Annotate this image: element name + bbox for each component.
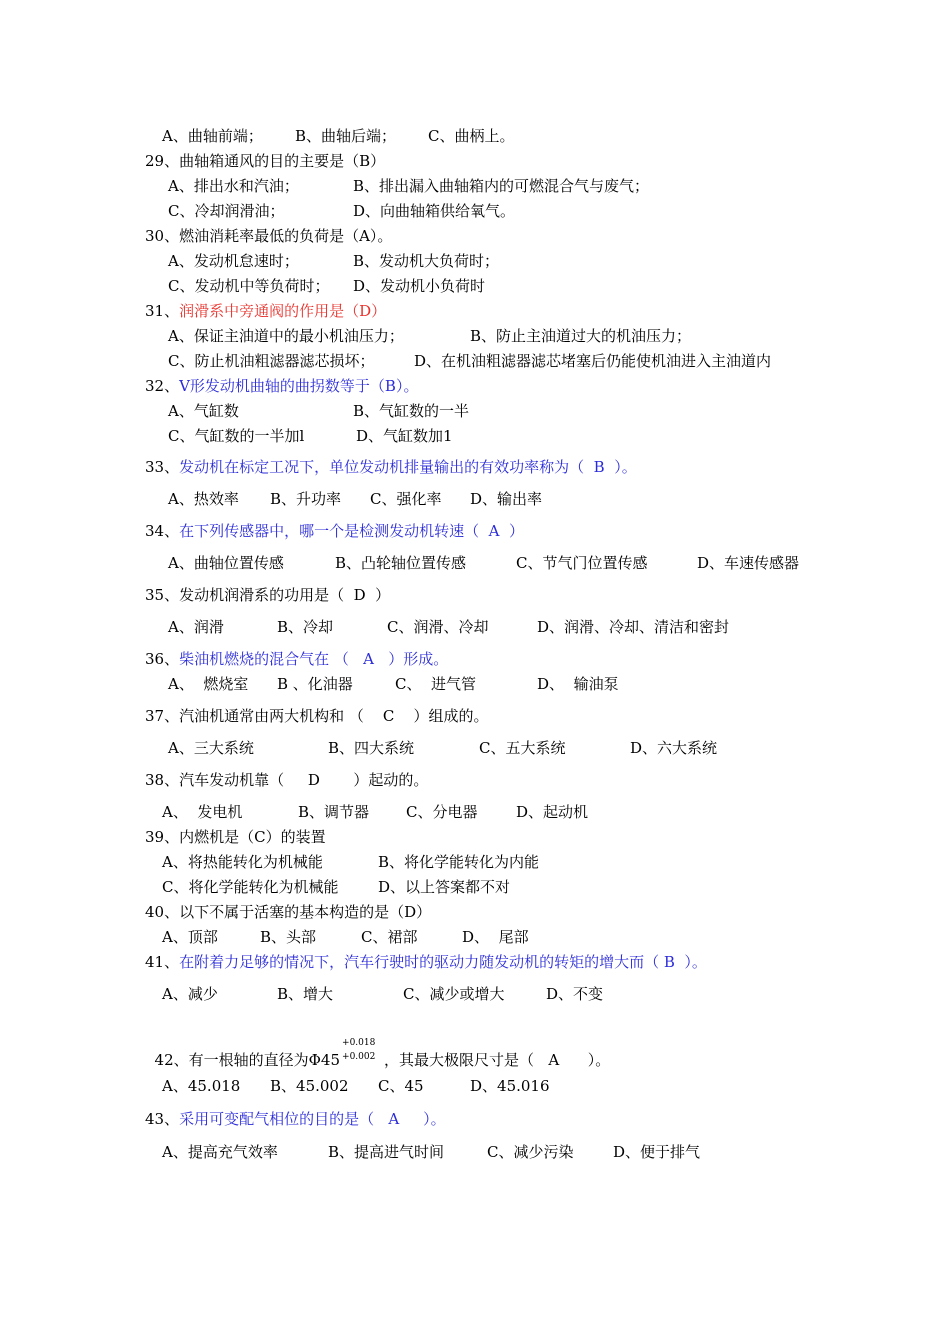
question-number: 31、 bbox=[145, 302, 180, 320]
option-a: A、 发电机 bbox=[162, 803, 243, 821]
option-b: B、调节器 bbox=[298, 803, 370, 821]
question-33 bbox=[145, 457, 637, 477]
option-d: D、起动机 bbox=[516, 803, 589, 821]
option-c: C、气缸数的一半加l bbox=[168, 427, 305, 445]
question-number: 33、 bbox=[145, 458, 180, 476]
option-a: A、气缸数 bbox=[168, 402, 239, 420]
question-41 bbox=[145, 952, 707, 972]
question-stem: 采用可变配气相位的目的是（ A ）。 bbox=[179, 1110, 446, 1128]
option-c: C、五大系统 bbox=[479, 739, 566, 757]
question-number: 36、 bbox=[145, 650, 180, 668]
option-c: C、润滑、冷却 bbox=[387, 618, 489, 636]
question-stem-prefix: 42、有一根轴的直径为Φ45 bbox=[154, 1051, 341, 1069]
question-stem: 在下列传感器中，哪一个是检测发动机转速（ A ） bbox=[179, 522, 525, 540]
question-stem: 润滑系中旁通阀的作用是（D） bbox=[179, 302, 387, 320]
option-c: C、防止机油粗滤器滤芯损坏； bbox=[168, 352, 375, 370]
option-b: B、防止主油道过大的机油压力； bbox=[470, 327, 692, 345]
option-a: A、顶部 bbox=[162, 928, 218, 946]
question-40: 40、以下不属于活塞的基本构造的是（D） bbox=[145, 903, 432, 921]
option-a: A、45.018 bbox=[162, 1077, 241, 1095]
option-a: A、热效率 bbox=[168, 490, 239, 508]
question-stem: 在附着力足够的情况下，汽车行驶时的驱动力随发动机的转矩的增大而（ B ）。 bbox=[179, 953, 707, 971]
question-31 bbox=[145, 301, 386, 321]
option-c: C、节气门位置传感 bbox=[516, 554, 648, 572]
option-a: A、发动机怠速时； bbox=[168, 252, 299, 270]
option-c: C、发动机中等负荷时； bbox=[168, 277, 330, 295]
option-a: A、保证主油道中的最小机油压力； bbox=[168, 327, 404, 345]
option-a: A、润滑 bbox=[168, 618, 224, 636]
option-c: C、分电器 bbox=[406, 803, 478, 821]
question-30: 30、燃油消耗率最低的负荷是（A）。 bbox=[145, 227, 393, 245]
option-b: B、气缸数的一半 bbox=[353, 402, 470, 420]
option-b: B、提高进气时间 bbox=[328, 1143, 445, 1161]
question-stem: 发动机在标定工况下，单位发动机排量输出的有效功率称为（ B ）。 bbox=[179, 458, 637, 476]
option-b: B、将化学能转化为内能 bbox=[378, 853, 540, 871]
option-c: C、减少或增大 bbox=[403, 985, 505, 1003]
question-35: 35、发动机润滑系的功用是（ D ） bbox=[145, 586, 391, 604]
question-34 bbox=[145, 521, 524, 541]
option-b: B、冷却 bbox=[277, 618, 334, 636]
option-d: D、向曲轴箱供给氧气。 bbox=[353, 202, 516, 220]
option-b: B、曲轴后端； bbox=[295, 127, 397, 145]
option-d: D、输出率 bbox=[470, 490, 543, 508]
question-29: 29、曲轴箱通风的目的主要是（B） bbox=[145, 152, 386, 170]
option-b: B、发动机大负荷时； bbox=[353, 252, 500, 270]
question-42 bbox=[145, 1030, 610, 1070]
option-d: D、不变 bbox=[546, 985, 604, 1003]
option-c: C、45 bbox=[378, 1077, 424, 1095]
option-d: D、在机油粗滤器滤芯堵塞后仍能使机油进入主油道内 bbox=[414, 352, 772, 370]
option-c: C、将化学能转化为机械能 bbox=[162, 878, 339, 896]
option-d: D、发动机小负荷时 bbox=[353, 277, 486, 295]
question-36 bbox=[145, 649, 448, 669]
question-stem-suffix: ，其最大极限尺寸是（ A ）。 bbox=[384, 1051, 611, 1069]
option-b: B、排出漏入曲轴箱内的可燃混合气与废气； bbox=[353, 177, 650, 195]
option-d: D、以上答案都不对 bbox=[378, 878, 511, 896]
question-43 bbox=[145, 1109, 446, 1129]
question-39: 39、内燃机是（C）的装置 bbox=[145, 828, 326, 846]
question-38: 38、汽车发动机靠（ D ）起动的。 bbox=[145, 771, 429, 789]
option-b: B、四大系统 bbox=[328, 739, 415, 757]
option-d: D、气缸数加1 bbox=[356, 427, 453, 445]
option-d: D、润滑、冷却、清洁和密封 bbox=[537, 618, 730, 636]
question-stem: V形发动机曲轴的曲拐数等于（B）。 bbox=[179, 377, 419, 395]
lower-tolerance: +0.002 bbox=[342, 1052, 376, 1062]
question-number: 41、 bbox=[145, 953, 180, 971]
option-a: A、减少 bbox=[162, 985, 218, 1003]
option-b: B、头部 bbox=[260, 928, 317, 946]
option-d: D、 输油泵 bbox=[537, 675, 619, 693]
option-d: D、车速传感器 bbox=[697, 554, 800, 572]
option-c: C、裙部 bbox=[361, 928, 418, 946]
option-a: A、曲轴前端； bbox=[162, 127, 263, 145]
option-b: B、凸轮轴位置传感 bbox=[335, 554, 467, 572]
option-d: D、45.016 bbox=[470, 1077, 550, 1095]
option-a: A、将热能转化为机械能 bbox=[162, 853, 323, 871]
question-number: 34、 bbox=[145, 522, 180, 540]
question-stem: 柴油机燃烧的混合气在 （ A ）形成。 bbox=[179, 650, 449, 668]
option-a: A、排出水和汽油； bbox=[168, 177, 299, 195]
option-d: D、 尾部 bbox=[462, 928, 529, 946]
option-c: C、减少污染 bbox=[487, 1143, 574, 1161]
option-c: C、强化率 bbox=[370, 490, 442, 508]
option-a: A、 燃烧室 bbox=[168, 675, 249, 693]
option-a: A、提高充气效率 bbox=[162, 1143, 278, 1161]
option-a: A、三大系统 bbox=[168, 739, 254, 757]
option-b: B、升功率 bbox=[270, 490, 342, 508]
upper-tolerance: +0.018 bbox=[342, 1038, 376, 1048]
option-d: D、六大系统 bbox=[630, 739, 718, 757]
question-number: 43、 bbox=[145, 1110, 180, 1128]
option-c: C、曲柄上。 bbox=[428, 127, 515, 145]
option-c: C、冷却润滑油； bbox=[168, 202, 285, 220]
question-32 bbox=[145, 376, 418, 396]
question-number: 32、 bbox=[145, 377, 180, 395]
question-37: 37、汽油机通常由两大机构和 （ C ）组成的。 bbox=[145, 707, 489, 725]
option-a: A、曲轴位置传感 bbox=[168, 554, 284, 572]
option-c: C、 进气管 bbox=[395, 675, 477, 693]
option-b: B 、化油器 bbox=[277, 675, 353, 693]
option-b: B、增大 bbox=[277, 985, 334, 1003]
option-b: B、45.002 bbox=[270, 1077, 349, 1095]
option-d: D、便于排气 bbox=[613, 1143, 701, 1161]
